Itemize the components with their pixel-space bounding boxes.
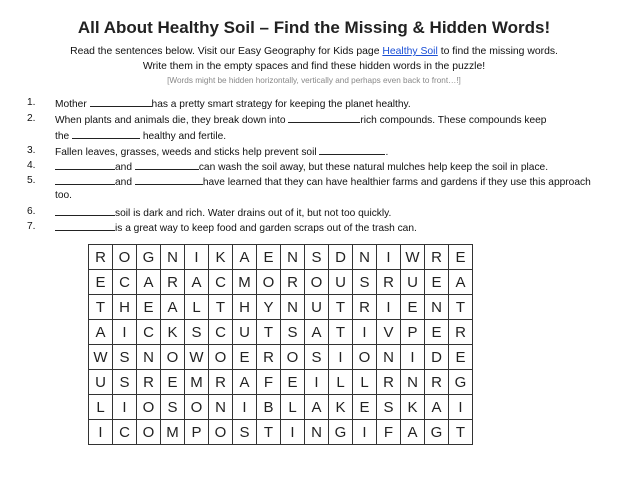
grid-cell[interactable]: I xyxy=(449,395,473,420)
grid-row xyxy=(89,320,473,345)
grid-cell[interactable]: P xyxy=(401,320,425,345)
grid-cell[interactable]: S xyxy=(161,395,185,420)
question-text xyxy=(55,160,548,173)
grid-cell[interactable]: S xyxy=(281,320,305,345)
grid-cell[interactable]: G xyxy=(329,420,353,445)
grid-cell[interactable]: D xyxy=(329,245,353,270)
grid-cell[interactable]: G xyxy=(425,420,449,445)
grid-cell[interactable]: I xyxy=(401,345,425,370)
grid-cell[interactable]: F xyxy=(257,370,281,395)
grid-cell[interactable]: H xyxy=(233,295,257,320)
grid-cell[interactable]: N xyxy=(209,395,233,420)
grid-cell[interactable]: O xyxy=(257,270,281,295)
question-text-part: . xyxy=(385,147,389,158)
answer-blank[interactable] xyxy=(72,129,140,139)
grid-cell[interactable]: E xyxy=(449,345,473,370)
grid-row xyxy=(89,245,473,270)
grid-cell[interactable]: L xyxy=(89,395,113,420)
grid-cell[interactable]: K xyxy=(161,320,185,345)
grid-cell[interactable]: O xyxy=(137,420,161,445)
grid-cell[interactable]: A xyxy=(185,270,209,295)
grid-row xyxy=(89,345,473,370)
grid-cell[interactable]: A xyxy=(305,395,329,420)
grid-cell[interactable]: K xyxy=(329,395,353,420)
grid-cell[interactable]: A xyxy=(305,320,329,345)
grid-cell[interactable]: G xyxy=(137,245,161,270)
grid-cell[interactable]: N xyxy=(281,295,305,320)
grid-cell[interactable]: U xyxy=(89,370,113,395)
grid-cell[interactable]: R xyxy=(377,270,401,295)
grid-cell[interactable]: K xyxy=(209,245,233,270)
question-text xyxy=(55,206,391,219)
grid-cell[interactable]: L xyxy=(281,395,305,420)
question-text-part: When plants and animals die, they break down into xyxy=(55,115,289,126)
intro-line-2: Write them in the empty spaces and find these hidden words in the puzzle! xyxy=(142,61,486,72)
question-number: 5. xyxy=(27,175,36,186)
grid-cell[interactable]: E xyxy=(161,370,185,395)
grid-cell[interactable]: U xyxy=(305,295,329,320)
grid-cell[interactable]: S xyxy=(113,370,137,395)
grid-cell[interactable]: S xyxy=(305,345,329,370)
grid-cell[interactable]: A xyxy=(161,295,185,320)
grid-cell[interactable]: I xyxy=(329,345,353,370)
grid-row xyxy=(89,295,473,320)
question-number: 7. xyxy=(27,221,36,232)
question-text xyxy=(55,97,411,110)
question-text-part: Fallen leaves, grasses, weeds and sticks help prevent soil xyxy=(55,147,320,158)
grid-cell[interactable]: F xyxy=(377,420,401,445)
grid-cell[interactable]: R xyxy=(353,295,377,320)
grid-cell[interactable]: K xyxy=(401,395,425,420)
grid-cell[interactable]: T xyxy=(329,320,353,345)
answer-blank[interactable] xyxy=(55,206,115,216)
intro-text-before: Read the sentences below. Visit our Easy Geography for Kids page xyxy=(70,46,383,57)
grid-cell[interactable]: B xyxy=(257,395,281,420)
grid-cell[interactable]: Y xyxy=(257,295,281,320)
question-number: 6. xyxy=(27,206,36,217)
grid-cell[interactable]: R xyxy=(161,270,185,295)
grid-cell[interactable]: E xyxy=(257,245,281,270)
question-text-part: rich compounds. These compounds keep xyxy=(360,115,547,126)
grid-cell[interactable]: V xyxy=(377,320,401,345)
hint-note: [Words might be hidden horizontally, vertically and perhaps even back to front…!] xyxy=(167,76,461,85)
answer-blank[interactable] xyxy=(288,113,360,123)
grid-cell[interactable]: I xyxy=(281,420,305,445)
grid-cell[interactable]: D xyxy=(425,345,449,370)
question-text-part: too. xyxy=(55,190,72,201)
question-text xyxy=(55,175,591,188)
grid-cell[interactable]: O xyxy=(137,395,161,420)
grid-cell[interactable]: C xyxy=(209,270,233,295)
question-text-part: soil is dark and rich. Water drains out of it, but not too quickly. xyxy=(115,208,392,219)
question-text xyxy=(55,190,72,201)
question-text-part: healthy and fertile. xyxy=(140,131,227,142)
grid-cell[interactable]: N xyxy=(377,345,401,370)
grid-cell[interactable]: I xyxy=(353,320,377,345)
question-text-part: can wash the soil away, but these natural mulches help keep the soil in place. xyxy=(198,162,549,173)
grid-cell[interactable]: T xyxy=(449,295,473,320)
grid-cell[interactable]: I xyxy=(233,395,257,420)
grid-cell[interactable]: A xyxy=(449,270,473,295)
grid-cell[interactable]: N xyxy=(305,420,329,445)
grid-cell[interactable]: I xyxy=(113,320,137,345)
grid-cell[interactable]: A xyxy=(89,320,113,345)
question-number: 1. xyxy=(27,97,36,108)
grid-cell[interactable]: S xyxy=(113,345,137,370)
question-text-part: the xyxy=(55,131,72,142)
grid-cell[interactable]: A xyxy=(233,245,257,270)
grid-cell[interactable]: E xyxy=(449,245,473,270)
grid-cell[interactable]: O xyxy=(113,245,137,270)
grid-cell[interactable]: A xyxy=(401,420,425,445)
question-text xyxy=(55,113,546,126)
grid-cell[interactable]: O xyxy=(161,345,185,370)
grid-cell[interactable]: E xyxy=(425,270,449,295)
grid-cell[interactable]: U xyxy=(233,320,257,345)
grid-cell[interactable]: E xyxy=(233,345,257,370)
grid-cell[interactable]: M xyxy=(161,420,185,445)
grid-cell[interactable]: U xyxy=(329,270,353,295)
grid-cell[interactable]: E xyxy=(137,295,161,320)
grid-cell[interactable]: R xyxy=(89,245,113,270)
grid-cell[interactable]: O xyxy=(209,345,233,370)
grid-cell[interactable]: S xyxy=(353,270,377,295)
answer-blank[interactable] xyxy=(135,175,203,185)
answer-blank[interactable] xyxy=(55,221,115,231)
grid-cell[interactable]: A xyxy=(425,395,449,420)
grid-cell[interactable]: O xyxy=(353,345,377,370)
question-number: 4. xyxy=(27,160,36,171)
grid-cell[interactable]: E xyxy=(89,270,113,295)
grid-cell[interactable]: A xyxy=(233,370,257,395)
grid-cell[interactable]: O xyxy=(305,270,329,295)
grid-cell[interactable]: L xyxy=(185,295,209,320)
grid-cell[interactable]: T xyxy=(209,295,233,320)
grid-cell[interactable]: E xyxy=(281,370,305,395)
grid-cell[interactable]: R xyxy=(449,320,473,345)
answer-blank[interactable] xyxy=(135,160,199,170)
grid-cell[interactable]: N xyxy=(401,370,425,395)
grid-cell[interactable]: E xyxy=(401,295,425,320)
grid-cell[interactable]: C xyxy=(137,320,161,345)
question-text-part: has a pretty smart strategy for keeping the planet healthy. xyxy=(151,99,411,110)
grid-cell[interactable]: R xyxy=(137,370,161,395)
grid-row xyxy=(89,420,473,445)
grid-cell[interactable]: O xyxy=(185,395,209,420)
question-text-part: is a great way to keep food and garden scraps out of the trash can. xyxy=(115,223,417,234)
intro-line-1 xyxy=(0,46,628,57)
grid-cell[interactable]: I xyxy=(185,245,209,270)
grid-cell[interactable]: R xyxy=(425,370,449,395)
answer-blank[interactable] xyxy=(90,97,152,107)
grid-cell[interactable]: S xyxy=(185,320,209,345)
healthy-soil-link[interactable]: Healthy Soil xyxy=(382,46,438,57)
question-text-part: Mother xyxy=(55,99,90,110)
question-text-part: have learned that they can have healthier farms and gardens if they use this approach xyxy=(202,177,591,188)
grid-cell[interactable]: T xyxy=(257,420,281,445)
grid-cell[interactable]: N xyxy=(137,345,161,370)
grid-cell[interactable]: N xyxy=(425,295,449,320)
grid-cell[interactable]: A xyxy=(137,270,161,295)
grid-cell[interactable]: I xyxy=(89,420,113,445)
grid-cell[interactable]: S xyxy=(377,395,401,420)
question-number: 2. xyxy=(27,113,36,124)
grid-cell[interactable]: W xyxy=(401,245,425,270)
grid-cell[interactable]: C xyxy=(113,270,137,295)
grid-cell[interactable]: O xyxy=(281,345,305,370)
grid-cell[interactable]: S xyxy=(233,420,257,445)
grid-cell[interactable]: O xyxy=(209,420,233,445)
grid-cell[interactable]: L xyxy=(353,370,377,395)
grid-row xyxy=(89,270,473,295)
grid-cell[interactable]: R xyxy=(281,270,305,295)
question-text xyxy=(55,129,226,142)
word-search-grid xyxy=(88,244,473,445)
grid-cell[interactable]: C xyxy=(113,420,137,445)
grid-cell[interactable]: L xyxy=(329,370,353,395)
grid-cell[interactable]: R xyxy=(209,370,233,395)
grid-cell[interactable]: R xyxy=(257,345,281,370)
question-text xyxy=(55,145,388,158)
grid-cell[interactable]: U xyxy=(401,270,425,295)
grid-cell[interactable]: R xyxy=(425,245,449,270)
question-text-part: and xyxy=(115,162,135,173)
question-number: 3. xyxy=(27,145,36,156)
worksheet-title: All About Healthy Soil – Find the Missing & Hidden Words! xyxy=(77,18,551,37)
grid-cell[interactable]: W xyxy=(185,345,209,370)
grid-cell[interactable]: H xyxy=(113,295,137,320)
grid-cell[interactable]: W xyxy=(89,345,113,370)
grid-cell[interactable]: C xyxy=(209,320,233,345)
grid-cell[interactable]: T xyxy=(449,420,473,445)
grid-cell[interactable]: N xyxy=(353,245,377,270)
question-text xyxy=(55,221,417,234)
question-text-part: and xyxy=(115,177,135,188)
grid-cell[interactable]: I xyxy=(377,245,401,270)
answer-blank[interactable] xyxy=(55,175,115,185)
grid-cell[interactable]: E xyxy=(353,395,377,420)
grid-cell[interactable]: R xyxy=(377,370,401,395)
grid-cell[interactable]: G xyxy=(449,370,473,395)
grid-cell[interactable]: T xyxy=(329,295,353,320)
grid-cell[interactable]: T xyxy=(89,295,113,320)
grid-cell[interactable]: I xyxy=(353,420,377,445)
answer-blank[interactable] xyxy=(319,145,385,155)
answer-blank[interactable] xyxy=(55,160,115,170)
grid-cell[interactable]: M xyxy=(185,370,209,395)
grid-row xyxy=(89,370,473,395)
grid-cell[interactable]: T xyxy=(257,320,281,345)
grid-cell[interactable]: N xyxy=(161,245,185,270)
grid-cell[interactable]: S xyxy=(305,245,329,270)
grid-cell[interactable]: P xyxy=(185,420,209,445)
grid-cell[interactable]: I xyxy=(113,395,137,420)
grid-cell[interactable]: I xyxy=(305,370,329,395)
grid-row xyxy=(89,395,473,420)
grid-cell[interactable]: M xyxy=(233,270,257,295)
grid-cell[interactable]: E xyxy=(425,320,449,345)
intro-text-after: to find the missing words. xyxy=(437,46,558,57)
grid-cell[interactable]: I xyxy=(377,295,401,320)
grid-cell[interactable]: N xyxy=(281,245,305,270)
